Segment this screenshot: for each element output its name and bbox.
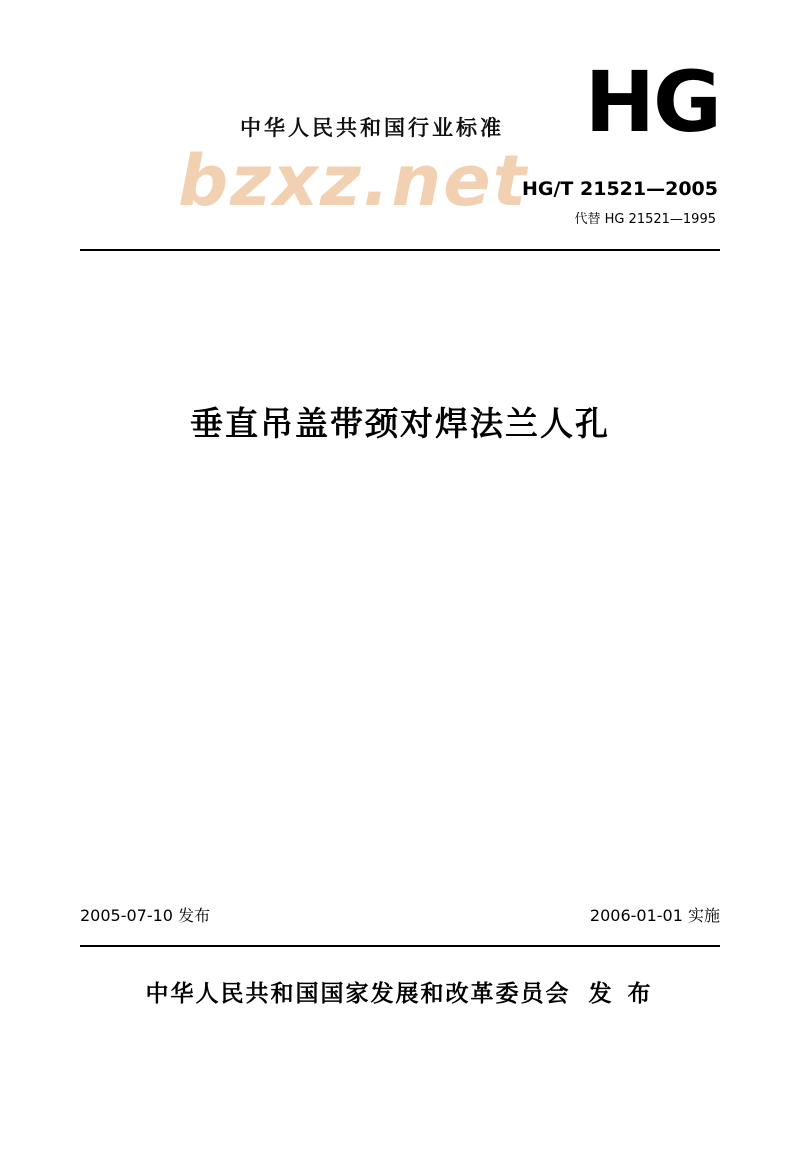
- publisher-line: [0, 975, 800, 1008]
- standard-organization-label: 中华人民共和国行业标准: [240, 116, 504, 140]
- watermark-text: bzxz.net: [178, 140, 529, 222]
- publish-verb: 发 布: [588, 981, 655, 1007]
- footer-divider: [80, 945, 720, 947]
- hg-logo: HG: [584, 53, 720, 151]
- implementation-date: 2006-01-01 实施: [589, 906, 720, 925]
- publisher-name: 中华人民共和国国家发展和改革委员会: [145, 981, 571, 1007]
- header-divider: [80, 249, 720, 251]
- page-title: 垂直吊盖带颈对焊法兰人孔: [190, 404, 610, 443]
- document-header: [80, 53, 720, 240]
- standard-replaces-note: 代替 HG 21521—1995: [574, 212, 716, 227]
- standard-number: HG/T 21521—2005: [522, 178, 718, 200]
- issue-date: 2005-07-10 发布: [80, 906, 211, 925]
- date-row: [80, 903, 720, 927]
